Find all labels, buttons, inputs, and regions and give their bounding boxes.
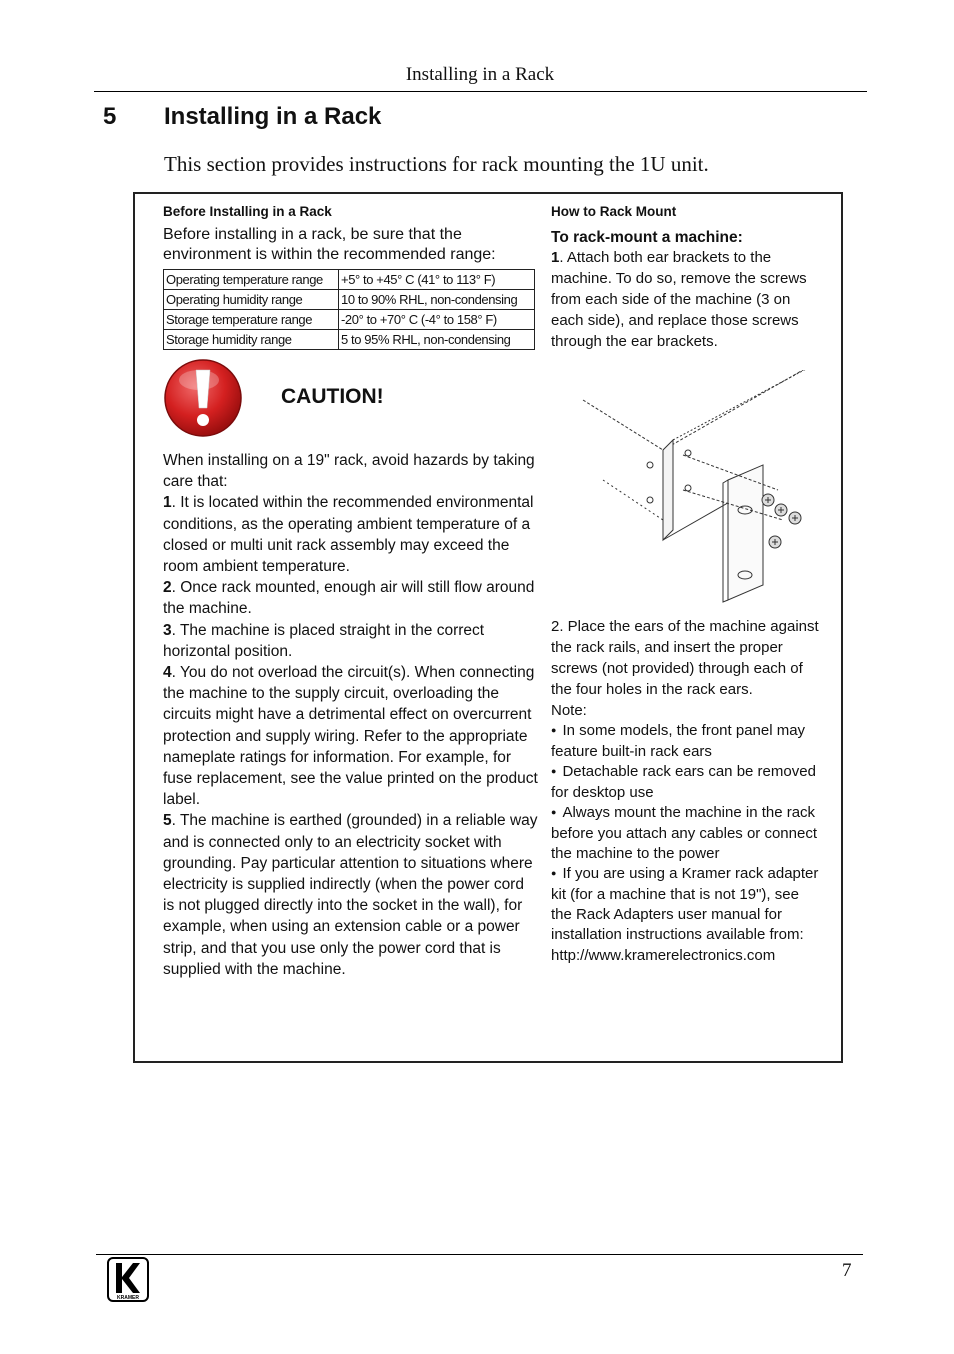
table-cell-value: 5 to 95% RHL, non-condensing: [339, 330, 535, 350]
list-item: 5. The machine is earthed (grounded) in a reliable way and is connected only to an electricity socket with grounding. Pay particular attention to situations where electricity is supplied indirectly (when the power cord is not plugged directly into the socket in the wall), for example, when using an extension cable or a power strip, and that you use only the power cord that is supplied with the machine.: [163, 812, 538, 978]
caution-exclamation-icon: [163, 358, 243, 438]
table-row: [164, 310, 535, 330]
table-cell-label: Operating temperature range: [164, 270, 339, 290]
header-rule: [94, 91, 867, 92]
list-item: ● If you are using a Kramer rack adapter kit (for a machine that is not 19"), see the Rack Adapters user manual for installation instructions available from:: [551, 864, 821, 945]
kramer-url-link[interactable]: http://www.kramerelectronics.com: [551, 947, 776, 964]
list-item: ● Always mount the machine in the rack before you attach any cables or connect the machine to the power: [551, 803, 821, 864]
list-item: 4. You do not overload the circuit(s). When connecting the machine to the supply circuit, overloading the circuits might have a detrimental effect on overcurrent protection and supply wiring. Refer to the appropriate nameplate ratings for information. For example, for fuse replacement, see the value printed on the product label.: [163, 664, 538, 809]
table-cell-value: 10 to 90% RHL, non-condensing: [339, 290, 535, 310]
caution-intro: When installing on a 19" rack, avoid hazards by taking care that:: [163, 452, 535, 491]
rack-ear-illustration: [563, 370, 825, 610]
right-column: [551, 204, 821, 966]
caution-body: [163, 450, 538, 980]
list-item: 2. Once rack mounted, enough air will still flow around the machine.: [163, 579, 535, 618]
running-header: Installing in a Rack: [405, 64, 555, 85]
caution-label: CAUTION!: [281, 385, 384, 408]
table-row: [164, 270, 535, 290]
howto-heading: How to Rack Mount: [551, 204, 677, 219]
section-title: Installing in a Rack: [164, 103, 382, 130]
before-lead: Before installing in a rack, be sure that the environment is within the recommended range:: [163, 226, 496, 263]
table-cell-label: Storage humidity range: [164, 330, 339, 350]
howto-step-2: 2. Place the ears of the machine against the rack rails, and insert the proper screws (not provided) through each of the four holes in the rack ears. Note:: [551, 616, 821, 721]
kramer-logo: [107, 1257, 149, 1302]
table-row: [164, 330, 535, 350]
note-label: Note:: [551, 702, 587, 719]
caution-row: [163, 358, 538, 450]
list-item: 3. The machine is placed straight in the correct horizontal position.: [163, 621, 485, 660]
before-heading: Before Installing in a Rack: [163, 204, 332, 219]
section-number: 5: [103, 103, 117, 130]
table-cell-label: Storage temperature range: [164, 310, 339, 330]
list-item: 1. It is located within the recommended environmental conditions, as the operating ambient temperature of a closed or multi unit rack assembly may exceed the room ambient temperature.: [163, 494, 534, 576]
howto-lead: To rack-mount a machine:: [551, 229, 743, 246]
page-number: 7: [842, 1260, 852, 1281]
footer-rule: [96, 1254, 863, 1255]
list-item: ● Detachable rack ears can be removed for desktop use: [551, 762, 821, 803]
left-column: [163, 204, 538, 980]
note-list: [551, 721, 821, 945]
table-cell-value: +5° to +45° C (41° to 113° F): [339, 270, 535, 290]
table-row: [164, 290, 535, 310]
table-cell-label: Operating humidity range: [164, 290, 339, 310]
table-cell-value: -20° to +70° C (-4° to 158° F): [339, 310, 535, 330]
howto-step-1: 1. Attach both ear brackets to the machine. To do so, remove the screws from each side of the machine (3 on each side), and replace those screws through the ear brackets.: [551, 249, 807, 350]
environment-table: [163, 269, 535, 350]
svg-text:KRAMER: KRAMER: [117, 1295, 139, 1301]
section-intro: This section provides instructions for rack mounting the 1U unit.: [164, 152, 709, 176]
list-item: ● In some models, the front panel may feature built-in rack ears: [551, 721, 821, 762]
